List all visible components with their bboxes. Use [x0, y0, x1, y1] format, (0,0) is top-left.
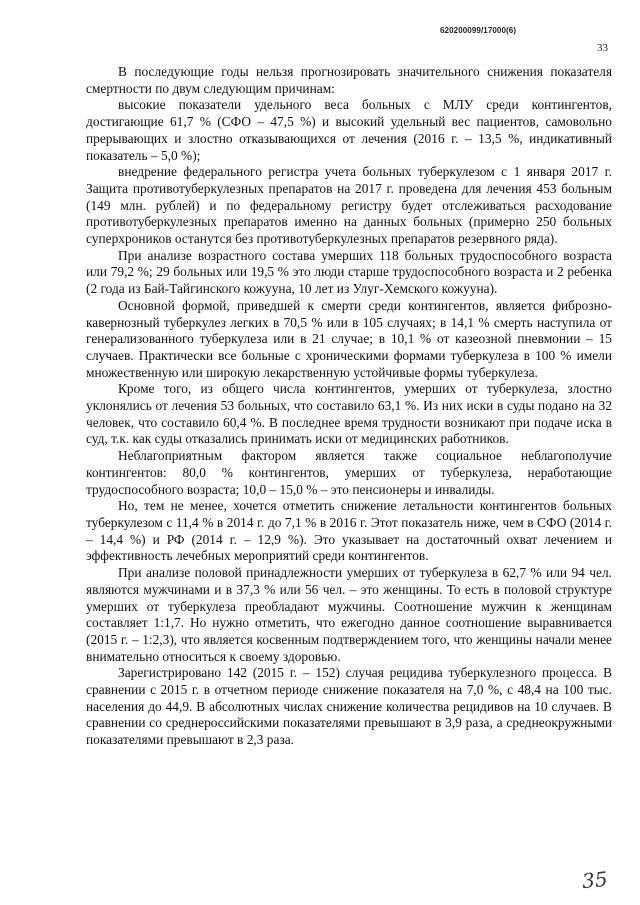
- paragraph-age-structure: При анализе возрастного состава умерших 118 больных трудоспособного возраста или 79,2 %; 29 больных или 19,5 % это люди старше трудоспособного возраста и 2 ребенка (2 года из Бай-Тайгинского кожууна, 10 лет из Улуг-Хемского кожууна).: [86, 247, 612, 297]
- paragraph-main-form: Основной формой, приведшей к смерти среди контингентов, является фиброзно-кавернозный туберкулез легких в 70,5 % или в 105 случаях; в 14,1 % смерть наступила от генерализованного туберкулеза или в 21 случае; в 10,1 % от казеозной пневмонии – 15 случаев. Практически все больные с хроническими формами туберкулеза в 100 % имели множественную или широкую лекарственную устойчивые формы туберкулеза.: [86, 297, 612, 380]
- paragraph-social-factor: Неблагоприятным фактором является также социальное неблагополучие контингентов: 80,0 % контингентов, умерших от туберкулеза, неработающие трудоспособного возраста; 10,0 – 15,0 % – это пенсионеры и инвалиды.: [86, 448, 612, 497]
- paragraph-federal-register: внедрение федерального регистра учета больных туберкулезом с 1 января 2017 г. Защита противотуберкулезных препаратов на 2017 г. проведена для лечения 453 больным (149 млн. рублей) и по федеральному регистру будет отслеживаться расходование противотуберкулезных препаратов именно на данных больных (примерно 250 больных суперхроников останутся без противотуберкулезных препаратов резервного ряда).: [86, 164, 612, 247]
- handwritten-page-number: 35: [580, 866, 609, 894]
- document-number: 620200099/17000(6): [440, 26, 517, 35]
- document-body: [86, 64, 612, 749]
- paragraph-intro: В последующие годы нельзя прогнозировать значительного снижения показателя смертности по двум следующим причинам:: [86, 64, 612, 96]
- page-number: 33: [597, 42, 608, 54]
- paragraph-relapse: Зарегистрировано 142 (2015 г. – 152) случая рецидива туберкулезного процесса. В сравнении с 2015 г. в отчетном периоде снижение показателя на 7,0 %, с 48,4 на 100 тыс. населения до 44,9. В абсолютных числах снижение количества рецидивов на 10 случаев. В сравнении со среднероссийскими показателями превышают в 3,9 раза, а среднеокружными показателями превышают в 2,3 раза.: [86, 665, 612, 748]
- paragraph-mdr-share: высокие показатели удельного веса больных с МЛУ среди контингентов, достигающие 61,7 % (СФО – 47,5 %) и высокий удельный вес пациентов, самовольно прерывающих и злостно отказывающихся от лечения (2016 г. – 13,5 %, индикативный показатель – 5,0 %);: [86, 97, 612, 163]
- paragraph-gender-structure: При анализе половой принадлежности умерших от туберкулеза в 62,7 % или 94 чел. являются мужчинами и в 37,3 % или 56 чел. – это женщины. То есть в половой структуре умерших от туберкулеза преобладают мужчины. Соотношение мужчин к женщинам составляет 1:1,7. Но нужно отметить, что ежегодно данное соотношение выравнивается (2015 г. – 1:2,3), что является косвенным подтверждением того, что женщины начали менее внимательно относиться к своему здоровью.: [86, 565, 612, 664]
- paragraph-treatment-evasion: Кроме того, из общего числа контингентов, умерших от туберкулеза, злостно уклонялись от лечения 53 больных, что составило 63,1 %. Из них иски в суды подано на 32 человек, что составило 60,4 %. В последнее время трудности возникают при подаче иска в суд, т.к. как суды отказались принимать иски от медицинских работников.: [86, 381, 612, 447]
- paragraph-lethality: Но, тем не менее, хочется отметить снижение летальности контингентов больных туберкулезом с 11,4 % в 2014 г. до 7,1 % в 2016 г. Этот показатель ниже, чем в СФО (2014 г. – 14,4 %) и РФ (2014 г. – 12,9 %). Это указывает на достаточный охват лечением и эффективность лечебных мероприятий среди контингентов.: [86, 498, 612, 564]
